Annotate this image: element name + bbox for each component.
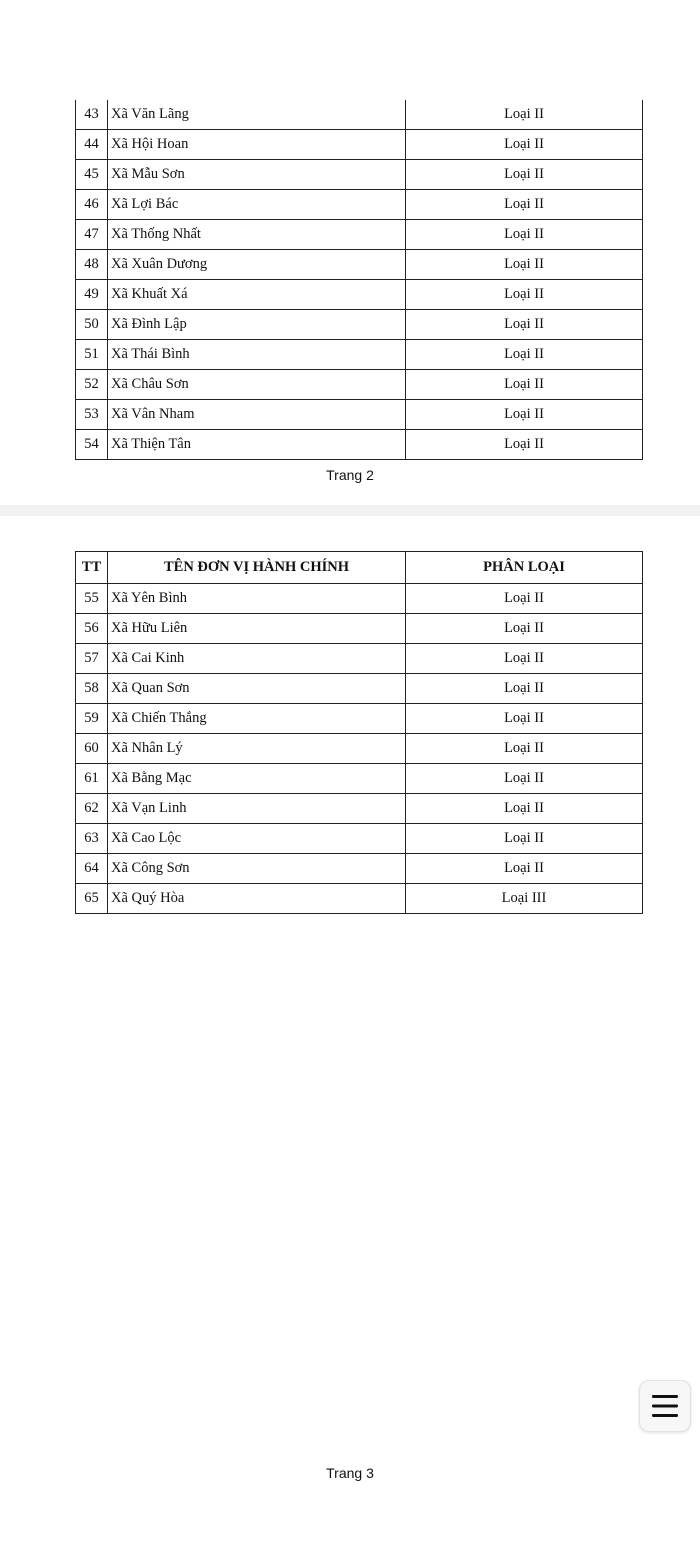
unit-name: Xã Vạn Linh bbox=[108, 794, 406, 824]
unit-name: Xã Thiện Tân bbox=[108, 430, 406, 460]
unit-name: Xã Bằng Mạc bbox=[108, 764, 406, 794]
column-header-classification: PHÂN LOẠI bbox=[406, 552, 643, 584]
unit-name: Xã Thống Nhất bbox=[108, 220, 406, 250]
row-number: 64 bbox=[76, 854, 108, 884]
document-page-2 bbox=[0, 0, 700, 505]
unit-classification: Loại II bbox=[406, 310, 643, 340]
admin-units-table bbox=[75, 551, 643, 914]
row-number: 55 bbox=[76, 584, 108, 614]
unit-name: Xã Yên Bình bbox=[108, 584, 406, 614]
unit-name: Xã Cai Kinh bbox=[108, 644, 406, 674]
row-number: 56 bbox=[76, 614, 108, 644]
row-number: 54 bbox=[76, 430, 108, 460]
hamburger-menu-icon bbox=[651, 1393, 679, 1419]
unit-name: Xã Xuân Dương bbox=[108, 250, 406, 280]
unit-classification: Loại II bbox=[406, 430, 643, 460]
table-row bbox=[76, 824, 643, 854]
unit-classification: Loại II bbox=[406, 824, 643, 854]
row-number: 44 bbox=[76, 130, 108, 160]
table-row bbox=[76, 160, 643, 190]
row-number: 61 bbox=[76, 764, 108, 794]
unit-name: Xã Mẫu Sơn bbox=[108, 160, 406, 190]
table-row bbox=[76, 250, 643, 280]
table-row bbox=[76, 644, 643, 674]
table-row bbox=[76, 734, 643, 764]
unit-classification: Loại II bbox=[406, 280, 643, 310]
unit-classification: Loại II bbox=[406, 190, 643, 220]
unit-classification: Loại II bbox=[406, 130, 643, 160]
row-number: 50 bbox=[76, 310, 108, 340]
page-number-label: Trang 2 bbox=[326, 467, 374, 483]
unit-name: Xã Lợi Bác bbox=[108, 190, 406, 220]
document-page-3 bbox=[0, 516, 700, 1556]
table-body bbox=[76, 100, 643, 460]
unit-name: Xã Quan Sơn bbox=[108, 674, 406, 704]
table-row bbox=[76, 430, 643, 460]
unit-classification: Loại II bbox=[406, 644, 643, 674]
unit-name: Xã Đình Lập bbox=[108, 310, 406, 340]
column-header-name: TÊN ĐƠN VỊ HÀNH CHÍNH bbox=[108, 552, 406, 584]
unit-classification: Loại II bbox=[406, 794, 643, 824]
unit-name: Xã Chiến Thắng bbox=[108, 704, 406, 734]
row-number: 63 bbox=[76, 824, 108, 854]
row-number: 47 bbox=[76, 220, 108, 250]
table-row bbox=[76, 220, 643, 250]
unit-classification: Loại II bbox=[406, 220, 643, 250]
table-header bbox=[76, 552, 643, 584]
table-body bbox=[76, 584, 643, 914]
row-number: 62 bbox=[76, 794, 108, 824]
unit-classification: Loại II bbox=[406, 340, 643, 370]
row-number: 65 bbox=[76, 884, 108, 914]
row-number: 49 bbox=[76, 280, 108, 310]
row-number: 60 bbox=[76, 734, 108, 764]
unit-name: Xã Khuất Xá bbox=[108, 280, 406, 310]
table-row bbox=[76, 100, 643, 130]
unit-name: Xã Cao Lộc bbox=[108, 824, 406, 854]
table-row bbox=[76, 340, 643, 370]
page-number-label: Trang 3 bbox=[326, 1465, 374, 1481]
table-row bbox=[76, 370, 643, 400]
table-row bbox=[76, 674, 643, 704]
unit-name: Xã Vân Nham bbox=[108, 400, 406, 430]
unit-name: Xã Hội Hoan bbox=[108, 130, 406, 160]
menu-button[interactable] bbox=[639, 1380, 691, 1432]
unit-classification: Loại II bbox=[406, 674, 643, 704]
table-row bbox=[76, 190, 643, 220]
row-number: 51 bbox=[76, 340, 108, 370]
table-row bbox=[76, 704, 643, 734]
admin-units-table bbox=[75, 100, 643, 460]
row-number: 52 bbox=[76, 370, 108, 400]
table-row bbox=[76, 884, 643, 914]
table-row bbox=[76, 310, 643, 340]
unit-classification: Loại II bbox=[406, 370, 643, 400]
row-number: 59 bbox=[76, 704, 108, 734]
row-number: 53 bbox=[76, 400, 108, 430]
row-number: 45 bbox=[76, 160, 108, 190]
unit-classification: Loại II bbox=[406, 584, 643, 614]
table-row bbox=[76, 280, 643, 310]
unit-classification: Loại II bbox=[406, 854, 643, 884]
table-row bbox=[76, 794, 643, 824]
unit-name: Xã Thái Bình bbox=[108, 340, 406, 370]
unit-classification: Loại III bbox=[406, 884, 643, 914]
table-row bbox=[76, 400, 643, 430]
row-number: 43 bbox=[76, 100, 108, 130]
unit-classification: Loại II bbox=[406, 250, 643, 280]
unit-classification: Loại II bbox=[406, 764, 643, 794]
header-row bbox=[76, 552, 643, 584]
unit-name: Xã Hữu Liên bbox=[108, 614, 406, 644]
table-row bbox=[76, 764, 643, 794]
unit-classification: Loại II bbox=[406, 400, 643, 430]
unit-classification: Loại II bbox=[406, 100, 643, 130]
unit-name: Xã Quý Hòa bbox=[108, 884, 406, 914]
table-row bbox=[76, 584, 643, 614]
row-number: 46 bbox=[76, 190, 108, 220]
row-number: 58 bbox=[76, 674, 108, 704]
table-row bbox=[76, 614, 643, 644]
unit-name: Xã Châu Sơn bbox=[108, 370, 406, 400]
unit-classification: Loại II bbox=[406, 704, 643, 734]
unit-name: Xã Nhân Lý bbox=[108, 734, 406, 764]
column-header-tt: TT bbox=[76, 552, 108, 584]
unit-classification: Loại II bbox=[406, 734, 643, 764]
unit-name: Xã Văn Lãng bbox=[108, 100, 406, 130]
table-row bbox=[76, 854, 643, 884]
row-number: 48 bbox=[76, 250, 108, 280]
unit-classification: Loại II bbox=[406, 160, 643, 190]
unit-name: Xã Công Sơn bbox=[108, 854, 406, 884]
table-row bbox=[76, 130, 643, 160]
row-number: 57 bbox=[76, 644, 108, 674]
unit-classification: Loại II bbox=[406, 614, 643, 644]
